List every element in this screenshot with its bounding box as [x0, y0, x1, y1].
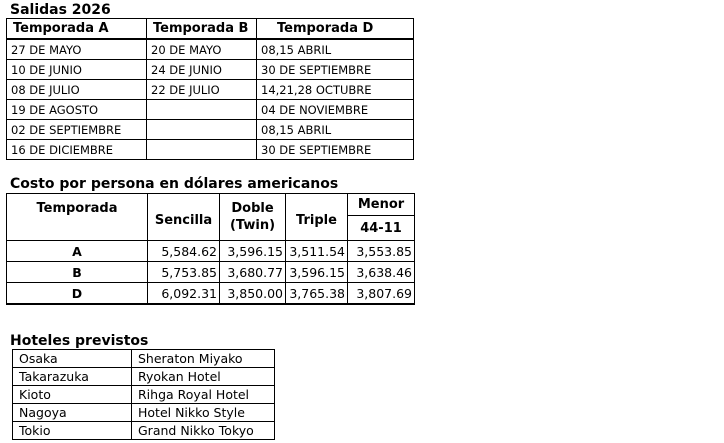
salidas-cell: 14,21,28 OCTUBRE: [257, 80, 414, 100]
salidas-cell: 10 DE JUNIO: [7, 60, 147, 80]
hotel-city-cell: Kioto: [13, 386, 132, 404]
costos-title: Costo por persona en dólares americanos: [10, 176, 339, 192]
table-row: [7, 262, 415, 283]
hotel-name-cell: Hotel Nikko Style: [132, 404, 275, 422]
table-row: [13, 404, 275, 422]
salidas-cell: 22 DE JULIO: [147, 80, 257, 100]
costos-price-cell: 3,765.38: [286, 283, 348, 305]
costos-price-cell: 3,807.69: [348, 283, 415, 305]
table-row: [7, 140, 414, 160]
table-row: [7, 39, 414, 60]
table-row: [13, 422, 275, 440]
hotel-name-cell: Rihga Royal Hotel: [132, 386, 275, 404]
costos-price-cell: 3,553.85: [348, 241, 415, 262]
hotel-name-cell: Ryokan Hotel: [132, 368, 275, 386]
salidas-cell: 24 DE JUNIO: [147, 60, 257, 80]
salidas-cell: 16 DE DICIEMBRE: [7, 140, 147, 160]
salidas-cell: 08 DE JULIO: [7, 80, 147, 100]
table-row: [7, 100, 414, 120]
costos-price-cell: 6,092.31: [148, 283, 220, 305]
table-row: [7, 60, 414, 80]
costos-price-cell: 3,511.54: [286, 241, 348, 262]
salidas-cell: 20 DE MAYO: [147, 39, 257, 60]
salidas-cell: 08,15 ABRIL: [257, 120, 414, 140]
hotel-city-cell: Osaka: [13, 350, 132, 368]
costos-price-cell: 3,850.00: [220, 283, 286, 305]
hotel-city-cell: Tokio: [13, 422, 132, 440]
salidas-cell: 19 DE AGOSTO: [7, 100, 147, 120]
hotel-name-cell: Sheraton Miyako: [132, 350, 275, 368]
hoteles-title: Hoteles previstos: [10, 333, 149, 349]
salidas-header-row: [7, 19, 414, 40]
salidas-cell: [147, 100, 257, 120]
table-row: [7, 241, 415, 262]
salidas-header-temporada-d: Temporada D: [257, 19, 414, 40]
table-row: [13, 368, 275, 386]
costos-header-doble-line2: (Twin): [229, 218, 276, 233]
salidas-cell: 30 DE SEPTIEMBRE: [257, 60, 414, 80]
costos-price-cell: 3,638.46: [348, 262, 415, 283]
costos-temporada-cell: D: [7, 283, 148, 305]
costos-header-temporada: Temporada: [7, 194, 148, 241]
costos-temporada-cell: B: [7, 262, 148, 283]
table-row: [7, 80, 414, 100]
costos-price-cell: 3,680.77: [220, 262, 286, 283]
salidas-title: Salidas 2026: [10, 2, 111, 18]
costos-temporada-cell: A: [7, 241, 148, 262]
hotel-city-cell: Takarazuka: [13, 368, 132, 386]
costos-header-row: [7, 194, 415, 216]
salidas-cell: [147, 140, 257, 160]
hotel-name-cell: Grand Nikko Tokyo: [132, 422, 275, 440]
costos-price-cell: 5,584.62: [148, 241, 220, 262]
salidas-cell: 02 DE SEPTIEMBRE: [7, 120, 147, 140]
salidas-cell: 27 DE MAYO: [7, 39, 147, 60]
hoteles-table: [12, 349, 275, 440]
salidas-header-temporada-b: Temporada B: [147, 19, 257, 40]
salidas-header-temporada-a: Temporada A: [7, 19, 147, 40]
costos-header-doble-line1: Doble: [231, 201, 274, 216]
costos-price-cell: 5,753.85: [148, 262, 220, 283]
table-row: [7, 283, 415, 305]
costos-header-menor: Menor: [348, 194, 415, 216]
costos-header-doble: [220, 194, 286, 241]
costos-header-menor-sub: 44-11: [348, 216, 415, 241]
costos-header-triple: Triple: [286, 194, 348, 241]
costos-table: [6, 193, 415, 305]
table-row: [13, 386, 275, 404]
salidas-cell: 04 DE NOVIEMBRE: [257, 100, 414, 120]
salidas-cell: [147, 120, 257, 140]
salidas-cell: 30 DE SEPTIEMBRE: [257, 140, 414, 160]
costos-price-cell: 3,596.15: [220, 241, 286, 262]
table-row: [13, 350, 275, 368]
salidas-cell: 08,15 ABRIL: [257, 39, 414, 60]
hotel-city-cell: Nagoya: [13, 404, 132, 422]
costos-header-sencilla: Sencilla: [148, 194, 220, 241]
costos-price-cell: 3,596.15: [286, 262, 348, 283]
table-row: [7, 120, 414, 140]
salidas-table: [6, 18, 414, 160]
